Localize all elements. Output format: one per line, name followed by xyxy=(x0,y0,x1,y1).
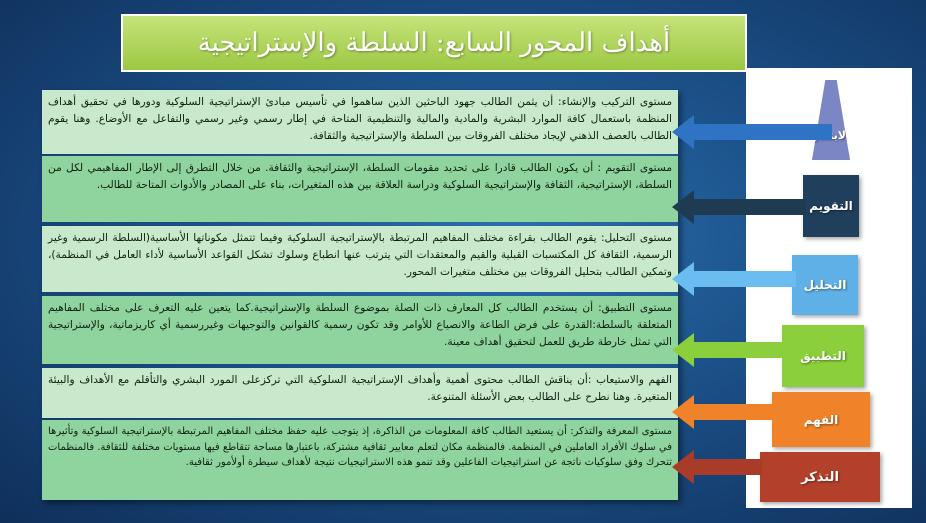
objective-text: مستوى التحليل: يقوم الطالب بقراءة مختلف المفاهيم المرتبطة بالإستراتيجية السلوكية وفيما تتمثل مكوناتها الأساسية(السلطة الرسمية وغير الرسمية، الثقافة كل المكتسبات القبلية والقيم والمعتقدات التي يترتب عنها انطباع وسلوك تشكل القواعد الأساسية لأداء العامل في المنظمة)، وتمكين الطالب بتحليل الفروقات بين مختلف متغيرات المحور. xyxy=(48,232,672,278)
objectives-textbox xyxy=(42,90,678,500)
pyramid-level-remembering xyxy=(760,452,880,502)
objective-text: مستوى التركيب والإنشاء: أن يثمن الطالب جهود الباحثين الذين ساهموا في تأسيس مبادئ الإستراتيجية السلوكية ودورها في تحقيق أهداف المنظمة باستعمال كافة الموارد البشرية والمادية والمالية والتنظيمية المتاحة في إطار رسمي وغير رسمي والتفاعل مع الأوضاع. وهنا يقوم الطالب بالعصف الذهني لإيجاد مختلف الفروقات بين السلطة والإستراتيجية والثقافة. xyxy=(48,96,672,142)
pyramid-level-application xyxy=(782,325,864,387)
arrow-understanding-icon xyxy=(672,395,774,429)
pyramid-label-understanding: الفهم xyxy=(803,412,839,427)
pyramid-label-application: التطبيق xyxy=(800,349,846,363)
pyramid-label-analysis: التحليل xyxy=(803,278,847,292)
pyramid-level-understanding xyxy=(772,392,870,447)
pyramid-level-evaluation xyxy=(803,175,859,237)
arrow-evaluation-icon xyxy=(672,190,806,224)
slide-title: أهداف المحور السابع: السلطة والإستراتيجية xyxy=(197,28,671,58)
pyramid-label-evaluation: التقويم xyxy=(809,199,853,213)
objective-evaluation xyxy=(42,156,678,222)
arrow-remembering-icon xyxy=(672,450,762,484)
objective-analysis xyxy=(42,226,678,292)
arrow-innovation-icon xyxy=(672,115,832,149)
objective-text: الفهم والاستيعاب :أن يناقش الطالب محتوى أهمية وأهداف الإستراتيجية السلوكية التي تركزعلى المورد البشري والتأقلم مع الأهداف والبيئة المتغيرة. وهنا نطرح على الطالب بعض الأسئلة المتنوعة. xyxy=(48,374,672,403)
pyramid-level-analysis xyxy=(792,255,858,315)
objective-text: مستوى المعرفة والتذكر: أن يستعيد الطالب كافة المعلومات من الذاكرة، إذ يتوجب عليه حفظ مختلف المفاهيم المرتبطة بالإستراتيجية السلوكية وتأثيرها في سلوك الأفراد العاملين في المنظمة. فالمنظمة مكان لتعلم معايير ثقافية مشتركة، باعتبارها مساحة تتقاطع فيها مستويات مختلفة للثقافة. فالمنظمات تتحرك وفق سلوكيات ناتجة عن استراتيجيات الفاعلين وقد تنمو هذه الاستراتيجيات نتيجة لأهداف سيطرة أولأمور ثقافية. xyxy=(48,426,672,468)
objective-text: مستوى التقويم : أن يكون الطالب قادرا على تحديد مقومات السلطة، الإستراتيجية والثقافة. من خلال التطرق إلى الإطار المفاهيمي لكل من السلطة، الإستراتيجية، الثقافة والإستراتيجية السلوكية ودراسة العلاقة بين هذه المتغيرات، بناء على المصادر والأدوات المتاحة للطالب. xyxy=(48,162,672,191)
objective-application xyxy=(42,296,678,364)
objective-synthesis xyxy=(42,90,678,154)
slide-title-bar xyxy=(121,14,747,72)
arrow-analysis-icon xyxy=(672,262,796,296)
arrow-application-icon xyxy=(672,333,784,367)
objective-text: مستوى التطبيق: أن يستخدم الطالب كل المعارف ذات الصلة بموضوع السلطة والإستراتيجية.كما يتعين عليه التعرف على مختلف المفاهيم المتعلقة بالسلطة:القدرة على فرض الطاعة والانصياع للأوامر وقد تكون رسمية كالقوانين والتوجيهات وغيررسمية أي كاريزماتية، والإستراتيجية التي تمثل خارطة طريق للعمل لتحقيق أهداف معينة. xyxy=(48,302,672,348)
objective-understanding xyxy=(42,368,678,418)
objective-remembering xyxy=(42,420,678,500)
pyramid-label-remembering: التذكر xyxy=(801,469,839,485)
